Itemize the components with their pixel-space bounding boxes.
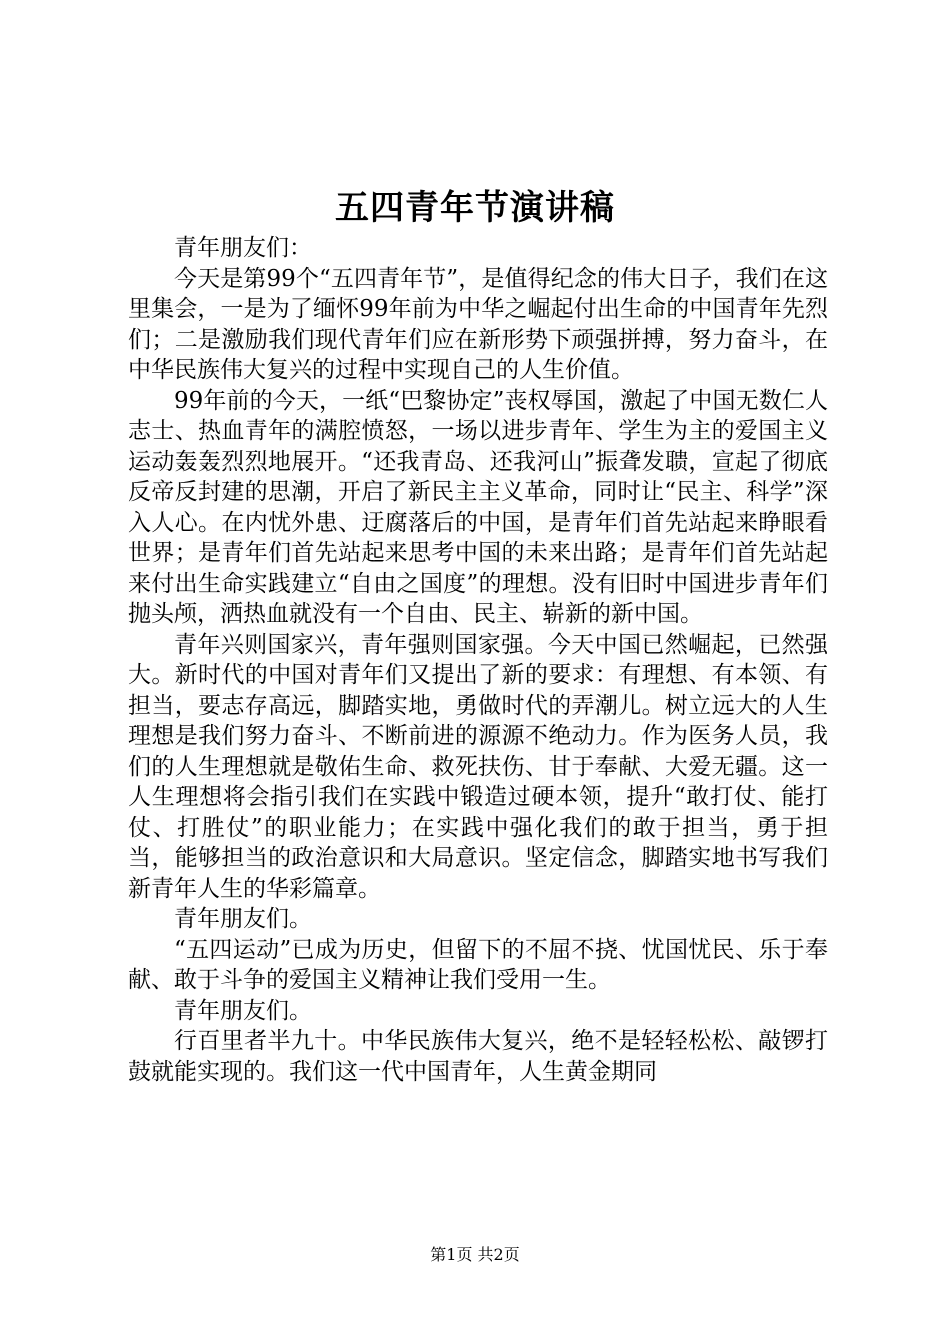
document-body [128, 233, 828, 1087]
paragraph-salutation: 青年朋友们。 [174, 997, 312, 1024]
paragraph: 青年兴则国家兴，青年强则国家强。今天中国已然崛起，已然强大。新时代的中国对青年们又提出了新的要求：有理想、有本领、有担当，要志存高远，脚踏实地，勇做时代的弄潮儿。树立远大的人生理想是我们努力奋斗、不断前进的源源不绝动力。作为医务人员，我们的人生理想就是敬佑生命、救死扶伤、甘于奉献、大爱无疆。这一人生理想将会指引我们在实践中锻造过硬本领，提升“敢打仗、能打仗、打胜仗”的职业能力；在实践中强化我们的敢于担当，勇于担当，能够担当的政治意识和大局意识。坚定信念，脚踏实地书写我们新青年人生的华彩篇章。 [128, 631, 828, 902]
paragraph: “五四运动”已成为历史，但留下的不屈不挠、忧国忧民、乐于奉献、敢于斗争的爱国主义精神让我们受用一生。 [128, 936, 828, 993]
paragraph: 99年前的今天，一纸“巴黎协定”丧权辱国，激起了中国无数仁人志士、热血青年的满腔愤怒，一场以进步青年、学生为主的爱国主义运动轰轰烈烈地展开。“还我青岛、还我河山”振聋发聩，宣起了彻底反帝反封建的思潮，开启了新民主主义革命，同时让“民主、科学”深入人心。在内忧外患、迂腐落后的中国，是青年们首先站起来睁眼看世界；是青年们首先站起来思考中国的未来出路；是青年们首先站起来付出生命实践建立“自由之国度”的理想。没有旧时中国进步青年们抛头颅，洒热血就没有一个自由、民主、崭新的新中国。 [128, 387, 828, 627]
page-number-footer: 第1页 共2页 [430, 1245, 520, 1264]
paragraph-salutation: 青年朋友们： [174, 235, 312, 261]
paragraph: 行百里者半九十。中华民族伟大复兴，绝不是轻轻松松、敲锣打鼓就能实现的。我们这一代中国青年，人生黄金期同 [128, 1028, 828, 1085]
document-title: 五四青年节演讲稿 [335, 188, 615, 228]
paragraph: 今天是第99个“五四青年节”，是值得纪念的伟大日子，我们在这里集会，一是为了缅怀99年前为中华之崛起付出生命的中国青年先烈们；二是激励我们现代青年们应在新形势下顽强拼搏，努力奋斗，在中华民族伟大复兴的过程中实现自己的人生价值。 [128, 265, 828, 383]
paragraph-salutation: 青年朋友们。 [174, 906, 312, 932]
